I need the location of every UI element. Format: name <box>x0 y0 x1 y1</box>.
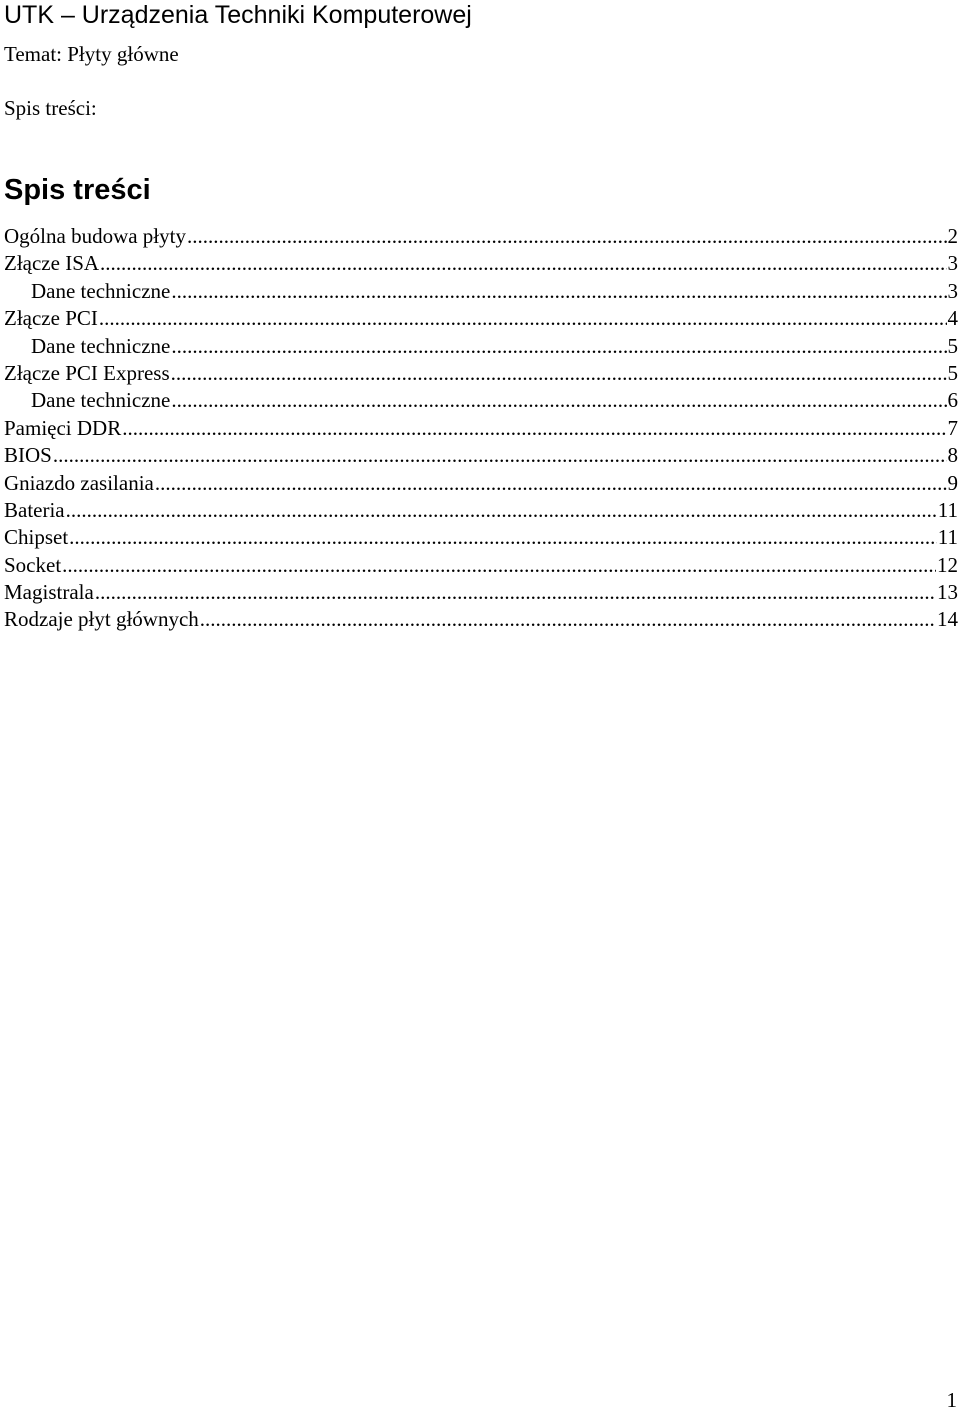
toc-entry-text: Socket <box>4 552 62 577</box>
toc-label: Spis treści: <box>4 96 97 120</box>
toc-entry-page: 11 <box>937 525 958 550</box>
toc-entry-chipset[interactable] <box>4 524 958 551</box>
toc-entry-text: Rodzaje płyt głównych <box>4 607 199 632</box>
document-title: UTK – Urządzenia Techniki Komputerowej <box>4 1 472 29</box>
toc-entry-page: 9 <box>947 470 958 495</box>
toc-entry-page: 3 <box>947 278 958 303</box>
toc-entry-page: 8 <box>947 443 958 468</box>
toc-entry-page: 5 <box>947 360 958 385</box>
toc-entry-page: 11 <box>937 497 958 522</box>
toc-entry-page: 6 <box>947 388 958 413</box>
toc-entry-rodzaje-plyt-glownych[interactable] <box>4 606 958 633</box>
toc-entry-text: Magistrala <box>4 580 94 605</box>
toc-entry-zlacze-pci-express[interactable] <box>4 360 958 387</box>
toc-entry-text: Bateria <box>4 497 65 522</box>
toc-entry-text: Ogólna budowa płyty <box>4 224 186 248</box>
toc-entry-gniazdo-zasilania[interactable] <box>4 470 958 497</box>
toc-dot-leader <box>171 387 946 414</box>
toc-dot-leader <box>200 606 936 633</box>
toc-entry-pci-express-dane-techniczne[interactable] <box>4 387 958 414</box>
toc-dot-leader <box>100 250 946 277</box>
toc-dot-leader <box>171 278 946 305</box>
toc-dot-leader <box>187 223 947 250</box>
toc-entry-text: Złącze PCI <box>4 306 98 331</box>
toc-entry-page: 14 <box>937 607 958 632</box>
toc-dot-leader <box>155 470 947 497</box>
toc-dot-leader <box>171 360 947 387</box>
toc-dot-leader <box>69 524 937 551</box>
toc-entry-page: 7 <box>947 415 958 440</box>
toc-entry-text: BIOS <box>4 443 52 468</box>
toc-entry-page: 2 <box>947 224 958 248</box>
toc-entry-bios[interactable] <box>4 442 958 469</box>
toc-entry-text: Dane techniczne <box>31 388 171 413</box>
toc-heading: Spis treści <box>4 174 151 206</box>
toc-entry-magistrala[interactable] <box>4 579 958 606</box>
page-number: 1 <box>946 1388 957 1412</box>
toc-entry-text: Pamięci DDR <box>4 415 122 440</box>
toc-dot-leader <box>122 415 946 442</box>
toc-entry-pci-dane-techniczne[interactable] <box>4 333 958 360</box>
toc-entry-text: Gniazdo zasilania <box>4 470 154 495</box>
toc-entry-socket[interactable] <box>4 552 958 579</box>
toc-entry-page: 4 <box>947 306 958 331</box>
toc-entry-text: Złącze ISA <box>4 251 100 276</box>
toc-entry-ogolna-budowa-plyty[interactable] <box>4 223 958 250</box>
toc-entry-page: 5 <box>947 333 958 358</box>
document-subject: Temat: Płyty główne <box>4 42 179 66</box>
toc-dot-leader <box>66 497 937 524</box>
toc-entry-pamieci-ddr[interactable] <box>4 415 958 442</box>
toc-dot-leader <box>95 579 936 606</box>
toc-entry-bateria[interactable] <box>4 497 958 524</box>
toc-entry-text: Dane techniczne <box>31 333 171 358</box>
toc-entry-text: Chipset <box>4 525 69 550</box>
toc-entry-zlacze-isa[interactable] <box>4 250 958 277</box>
toc-entry-page: 3 <box>947 251 958 276</box>
toc-dot-leader <box>53 442 947 469</box>
toc-dot-leader <box>62 552 936 579</box>
toc-entry-isa-dane-techniczne[interactable] <box>4 278 958 305</box>
toc-entry-zlacze-pci[interactable] <box>4 305 958 332</box>
toc-entry-text: Dane techniczne <box>31 278 171 303</box>
toc-entry-text: Złącze PCI Express <box>4 360 170 385</box>
toc-entry-page: 12 <box>937 552 958 577</box>
toc-dot-leader <box>99 305 947 332</box>
toc-entry-page: 13 <box>937 580 958 605</box>
toc-dot-leader <box>171 333 946 360</box>
toc-list <box>4 223 958 634</box>
